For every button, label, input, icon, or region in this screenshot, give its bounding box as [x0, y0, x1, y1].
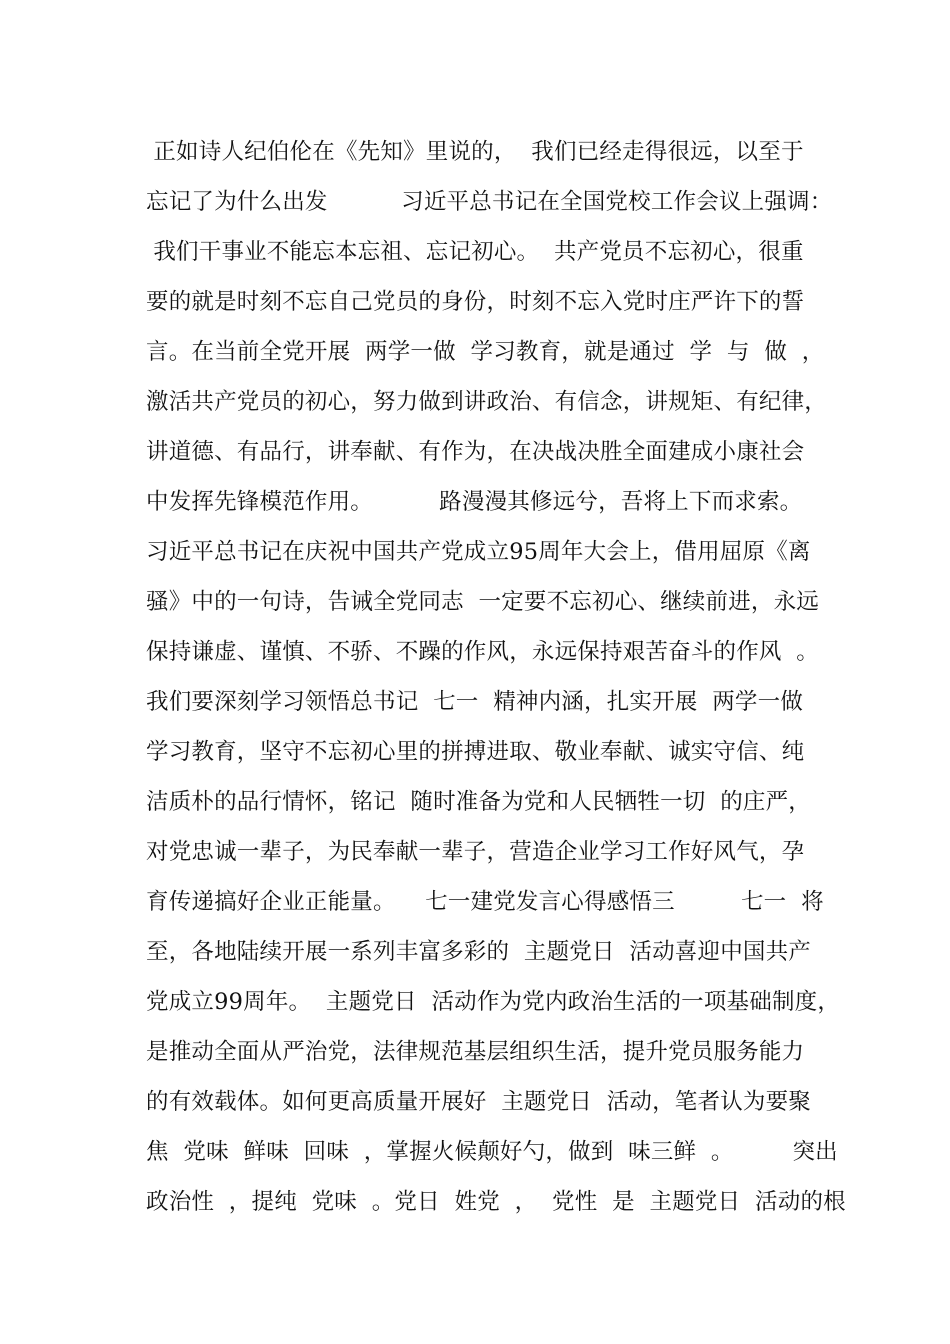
text-line: 党成立99周年。 主题党日 活动作为党内政治生活的一项基础制度，: [146, 989, 841, 1015]
text-line: 正如诗人纪伯伦在《先知》里说的， 我们已经走得很远，以至于: [146, 139, 804, 165]
text-line: 至，各地陆续开展一系列丰富多彩的 主题党日 活动喜迎中国共产: [146, 939, 812, 965]
text-line: 焦 党味 鲜味 回味 ，掌握火候颠好勺，做到 味三鲜 。 突出: [146, 1139, 838, 1165]
text-line: 的有效载体。如何更高质量开展好 主题党日 活动，笔者认为要聚: [146, 1089, 812, 1115]
text-line: 对党忠诚一辈子，为民奉献一辈子，营造企业学习工作好风气，孕: [146, 839, 805, 865]
text-line: 洁质朴的品行情怀，铭记 随时准备为党和人民牺牲一切 的庄严，: [146, 789, 812, 815]
text-line: 我们要深刻学习领悟总书记 七一 精神内涵，扎实开展 两学一做: [146, 689, 804, 715]
text-line: 激活共产党员的初心，努力做到讲政治、有信念，讲规矩、有纪律，: [146, 389, 828, 415]
text-line: 言。在当前全党开展 两学一做 学习教育，就是通过 学 与 做 ，: [146, 339, 825, 365]
text-line: 我们干事业不能忘本忘祖、忘记初心。 共产党员不忘初心，很重: [146, 239, 804, 265]
text-line: 骚》中的一句诗，告诫全党同志 一定要不忘初心、继续前进，永远: [146, 589, 820, 615]
text-line: 忘记了为什么出发 习近平总书记在全国党校工作会议上强调：: [146, 189, 833, 215]
body-text: [146, 131, 846, 1231]
text-line: 中发挥先锋模范作用。 路漫漫其修远兮，吾将上下而求索。: [146, 489, 803, 515]
text-line: 要的就是时刻不忘自己党员的身份，时刻不忘入党时庄严许下的誓: [146, 289, 805, 315]
text-line: 是推动全面从严治党，法律规范基层组织生活，提升党员服务能力: [146, 1039, 805, 1065]
text-line: 习近平总书记在庆祝中国共产党成立95周年大会上，借用屈原《离: [146, 539, 811, 565]
text-line: 育传递搞好企业正能量。 七一建党发言心得感悟三 七一 将: [146, 889, 824, 915]
text-line: 保持谦虚、谨慎、不骄、不躁的作风，永远保持艰苦奋斗的作风 。: [146, 639, 820, 665]
text-line: 讲道德、有品行，讲奉献、有作为，在决战决胜全面建成小康社会: [146, 439, 805, 465]
text-line: 学习教育，坚守不忘初心里的拼搏进取、敬业奉献、诚实守信、纯: [146, 739, 805, 765]
text-line: 政治性 ，提纯 党味 。党日 姓党 ， 党性 是 主题党日 活动的根: [146, 1189, 846, 1215]
